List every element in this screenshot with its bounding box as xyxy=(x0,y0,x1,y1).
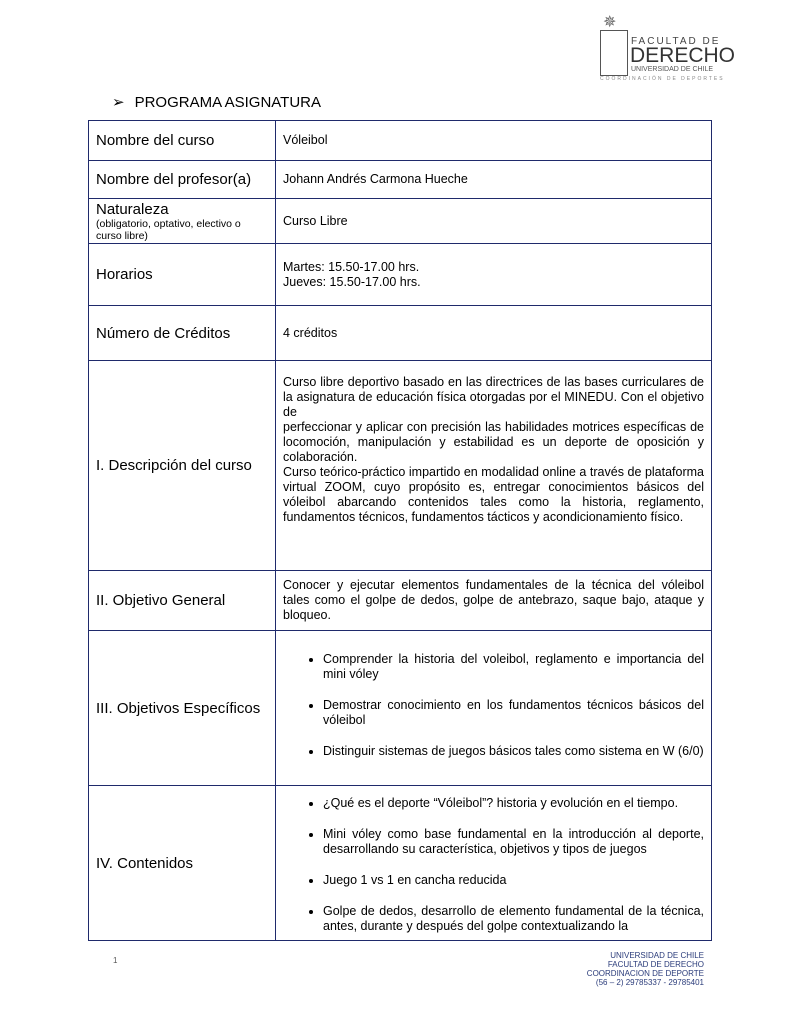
emblem-icon xyxy=(600,30,628,76)
row-creditos xyxy=(89,306,712,361)
list-item: • Distinguir sistemas de juegos básicos tales como sistema en W (6/0) xyxy=(323,744,704,759)
footer-address xyxy=(587,951,704,987)
value-cell xyxy=(276,786,712,941)
value: Johann Andrés Carmona Hueche xyxy=(276,161,712,199)
label: III. Objetivos Específicos xyxy=(89,631,276,786)
logo-line3: UNIVERSIDAD DE CHILE xyxy=(631,66,714,73)
footer-line: UNIVERSIDAD DE CHILE xyxy=(610,951,704,960)
label: Horarios xyxy=(89,244,276,306)
row-objetivo-general xyxy=(89,571,712,631)
list-item: • Juego 1 vs 1 en cancha reducida xyxy=(323,873,704,888)
schedule-line: Martes: 15.50-17.00 hrs. xyxy=(283,259,420,274)
label: Nombre del curso xyxy=(89,121,276,161)
list-item: • ¿Qué es el deporte “Vóleibol”? historia y evolución en el tiempo. xyxy=(323,796,704,811)
footer-line: FACULTAD DE DERECHO xyxy=(607,960,704,969)
value-cell xyxy=(276,244,712,306)
row-horarios xyxy=(89,244,712,306)
list-item: • Mini vóley como base fundamental en la introducción al deporte, desarrollando su característica, objetivos y tipos de juegos xyxy=(323,827,704,857)
paragraph: Curso libre deportivo basado en las directrices de las bases curriculares de la asignatura de educación física otorgadas por el MINEDU. Con el objetivo de xyxy=(283,375,704,419)
list-item: • Comprender la historia del voleibol, reglamento e importancia del mini vóley xyxy=(323,652,704,682)
row-contenidos xyxy=(89,786,712,941)
value: Curso Libre xyxy=(276,199,712,244)
page-number: 1 xyxy=(113,956,118,965)
label: II. Objetivo General xyxy=(89,571,276,631)
logo-line1: FACULTAD DE xyxy=(631,36,721,47)
footer-line: COORDINACION DE DEPORTE xyxy=(586,969,704,978)
row-profesor xyxy=(89,161,712,199)
footer-line: (56 – 2) 29785337 - 29785401 xyxy=(595,978,704,987)
course-table xyxy=(88,120,712,941)
list-item: • Demostrar conocimiento en los fundamentos técnicos básicos del vóleibol xyxy=(323,698,704,728)
row-naturaleza xyxy=(89,199,712,244)
heading-title: PROGRAMA ASIGNATURA xyxy=(134,94,322,111)
schedule-line: Jueves: 15.50-17.00 hrs. xyxy=(283,274,421,289)
label: Nombre del profesor(a) xyxy=(89,161,276,199)
value: Conocer y ejecutar elementos fundamentales de la técnica del vóleibol tales como el golpe de dedos, golpe de antebrazo, saque bajo, ataque y bloqueo. xyxy=(276,571,712,631)
label: IV. Contenidos xyxy=(89,786,276,941)
faculty-logo xyxy=(598,12,736,82)
star-icon: ✵ xyxy=(603,14,617,31)
section-heading xyxy=(112,93,331,111)
label: I. Descripción del curso xyxy=(89,361,276,571)
logo-line2: DERECHO xyxy=(630,44,736,67)
value-cell xyxy=(276,361,712,571)
paragraph: perfeccionar y aplicar con precisión las habilidades motrices específicas de locomoción, manipulación y estabilidad es un deporte de oposición y colaboración. xyxy=(283,420,704,464)
sublabel: (obligatorio, optativo, electivo o curso libre) xyxy=(96,217,241,242)
row-objetivos-especificos xyxy=(89,631,712,786)
value: 4 créditos xyxy=(276,306,712,361)
arrow-bullet-icon: ➢ xyxy=(112,94,125,111)
list-item: • Golpe de dedos, desarrollo de elemento fundamental de la técnica, antes, durante y después del golpe contextualizando la xyxy=(323,904,704,934)
paragraph: Curso teórico-práctico impartido en modalidad online a través de plataforma virtual ZOOM, cuyo propósito es, entregar conocimientos básicos del vóleibol abarcando contenidos tales como la historia, reglamento, fundamentos técnicos, fundamentos tácticos y acondicionamiento físico. xyxy=(283,465,704,524)
label-cell xyxy=(89,199,276,244)
row-descripcion xyxy=(89,361,712,571)
label: Naturaleza xyxy=(96,200,169,218)
value-cell xyxy=(276,631,712,786)
label: Número de Créditos xyxy=(89,306,276,361)
row-curso xyxy=(89,121,712,161)
value: Vóleibol xyxy=(276,121,712,161)
logo-line4: COORDINACIÓN DE DEPORTES xyxy=(600,76,725,82)
